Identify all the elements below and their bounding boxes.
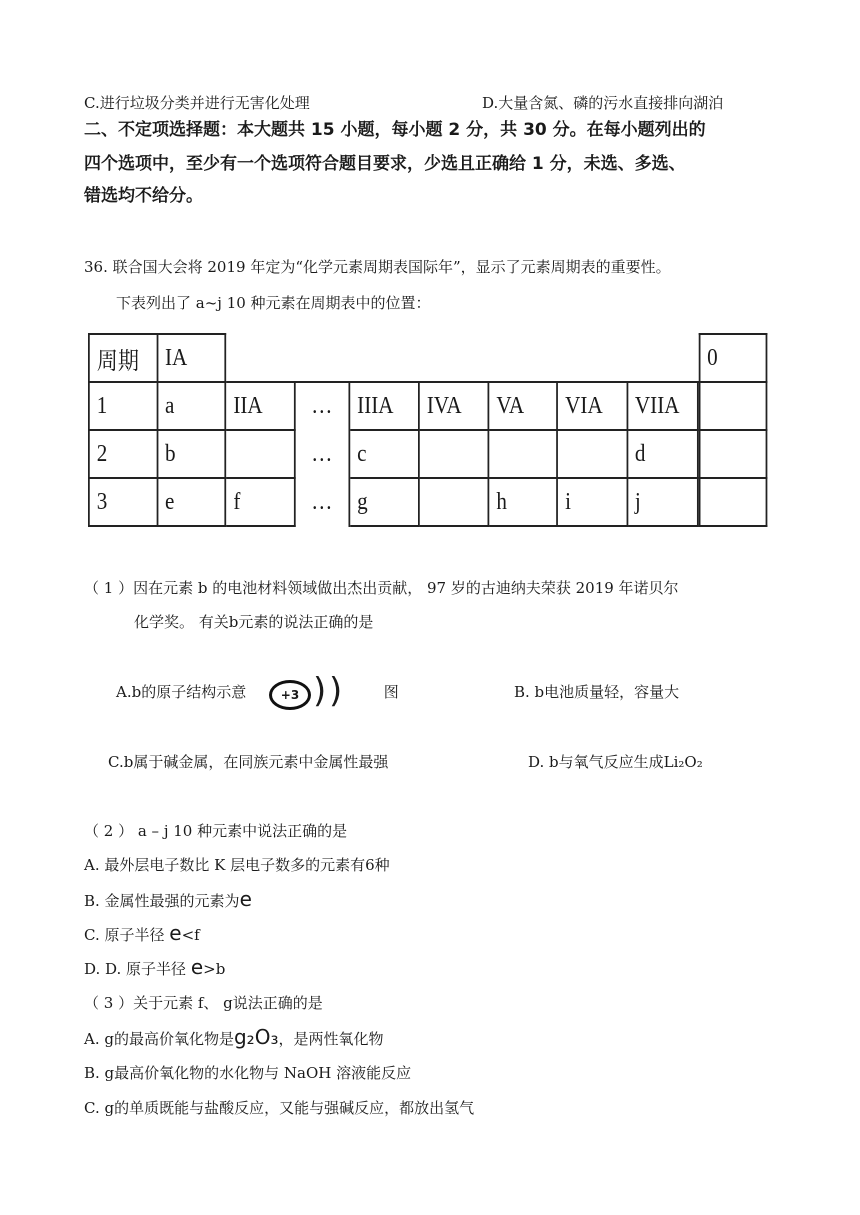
sub3-option-a	[84, 1027, 383, 1049]
sub1-option-d: D. b与氧气反应生成Li₂O₂	[528, 753, 703, 771]
cell-via: i	[557, 478, 627, 526]
cell-via	[557, 430, 627, 478]
sub1-option-b: B. b电池质量轻，容量大	[514, 683, 680, 701]
sub1-option-a-text: A.b的原子结构示意	[116, 683, 247, 701]
cell-va	[488, 430, 557, 478]
question-36-stem: 36. 联合国大会将 2019 年定为“化学元素周期表国际年”，显示了元素周期表的重要性。	[84, 258, 671, 276]
sub1-stem-2: 化学奖。 有关b元素的说法正确的是	[134, 613, 374, 631]
table-row	[89, 334, 767, 382]
cell-iia	[225, 430, 294, 478]
cell-via: VIA	[557, 382, 627, 430]
sub1-stem: （ 1 ）因在元素 b 的电池材料领域做出杰出贡献， 97 岁的古迪纳夫荣获 2019 年诺贝尔	[84, 579, 679, 597]
atom-nucleus: +3	[269, 680, 311, 710]
sub1-option-c: C.b属于碱金属，在同族元素中金属性最强	[108, 753, 389, 771]
cell-dots: …	[294, 382, 349, 430]
header-zero: 0	[699, 334, 766, 382]
header-period: 周期	[89, 334, 157, 382]
prev-option-d: D.大量含氮、磷的污水直接排向湖泊	[482, 94, 724, 112]
cell-ia: b	[157, 430, 225, 478]
periodic-table	[88, 333, 767, 527]
sub2-option-b	[84, 889, 252, 911]
section-heading-line2: 四个选项中，至少有一个选项符合题目要求，少选且正确给 1 分，未选、多选、	[84, 154, 686, 174]
sub2-option-a: A. 最外层电子数比 K 层电子数多的元素有6种	[84, 856, 390, 874]
sub1-option-a-tail: 图	[383, 683, 399, 701]
sub2-option-c-tail: <f	[181, 926, 200, 944]
header-ia: IA	[157, 334, 225, 382]
sub1-option-a	[116, 670, 399, 715]
cell-zero	[699, 430, 766, 478]
table-row	[89, 478, 767, 526]
cell-ia: a	[157, 382, 225, 430]
sub2-option-d-tail: >b	[203, 960, 226, 978]
cell-viia: j	[627, 478, 697, 526]
section-heading-line1: 二、不定项选择题：本大题共 15 小题，每小题 2 分，共 30 分。在每小题列出的	[84, 120, 706, 140]
cell-iiia: c	[349, 430, 419, 478]
cell-va: VA	[488, 382, 557, 430]
table-row	[89, 430, 767, 478]
cell-period: 2	[89, 430, 157, 478]
element-e: e	[239, 887, 252, 911]
sub2-option-b-text: B. 金属性最强的元素为	[84, 892, 240, 910]
sub2-option-d-text: D. D. 原子半径	[84, 960, 187, 978]
cell-iva: IVA	[419, 382, 489, 430]
cell-viia: VIIA	[627, 382, 697, 430]
question-36-stem-2: 下表列出了 a~j 10 种元素在周期表中的位置：	[116, 294, 431, 312]
cell-iva	[419, 430, 489, 478]
cell-iia: f	[225, 478, 294, 526]
cell-ia: e	[157, 478, 225, 526]
element-e: e	[190, 955, 204, 979]
cell-iiia: IIIA	[349, 382, 419, 430]
cell-zero	[699, 478, 766, 526]
cell-iiia: g	[349, 478, 419, 526]
sub2-option-d	[84, 957, 225, 979]
sub3-option-a-tail: ，是两性氧化物	[278, 1030, 384, 1048]
element-e: e	[169, 921, 182, 945]
cell-period: 1	[89, 382, 157, 430]
cell-viia: d	[627, 430, 697, 478]
sub2-option-c	[84, 923, 200, 945]
cell-zero	[699, 382, 766, 430]
prev-option-c: C.进行垃圾分类并进行无害化处理	[84, 94, 310, 112]
cell-iia: IIA	[225, 382, 294, 430]
sub2-stem: （ 2 ） a – j 10 种元素中说法正确的是	[84, 822, 348, 840]
section-heading-line3: 错选均不给分。	[84, 186, 203, 206]
cell-dots: …	[294, 478, 349, 526]
sub3-option-b: B. g最高价氧化物的水化物与 NaOH 溶液能反应	[84, 1064, 412, 1082]
sub3-stem: （ 3 ）关于元素 f、 g说法正确的是	[84, 994, 323, 1012]
cell-period: 3	[89, 478, 157, 526]
atom-structure-icon: +3 ) )	[267, 671, 363, 715]
formula-g2o3: g₂O₃	[233, 1025, 279, 1049]
cell-iva	[419, 478, 489, 526]
sub2-option-c-text: C. 原子半径	[84, 926, 165, 944]
sub3-option-a-text: A. g的最高价氧化物是	[84, 1030, 234, 1048]
cell-va: h	[488, 478, 557, 526]
table-row	[89, 382, 767, 430]
cell-dots: …	[294, 430, 349, 478]
sub3-option-c: C. g的单质既能与盐酸反应，又能与强碱反应，都放出氢气	[84, 1099, 475, 1117]
table-gap	[225, 334, 699, 382]
